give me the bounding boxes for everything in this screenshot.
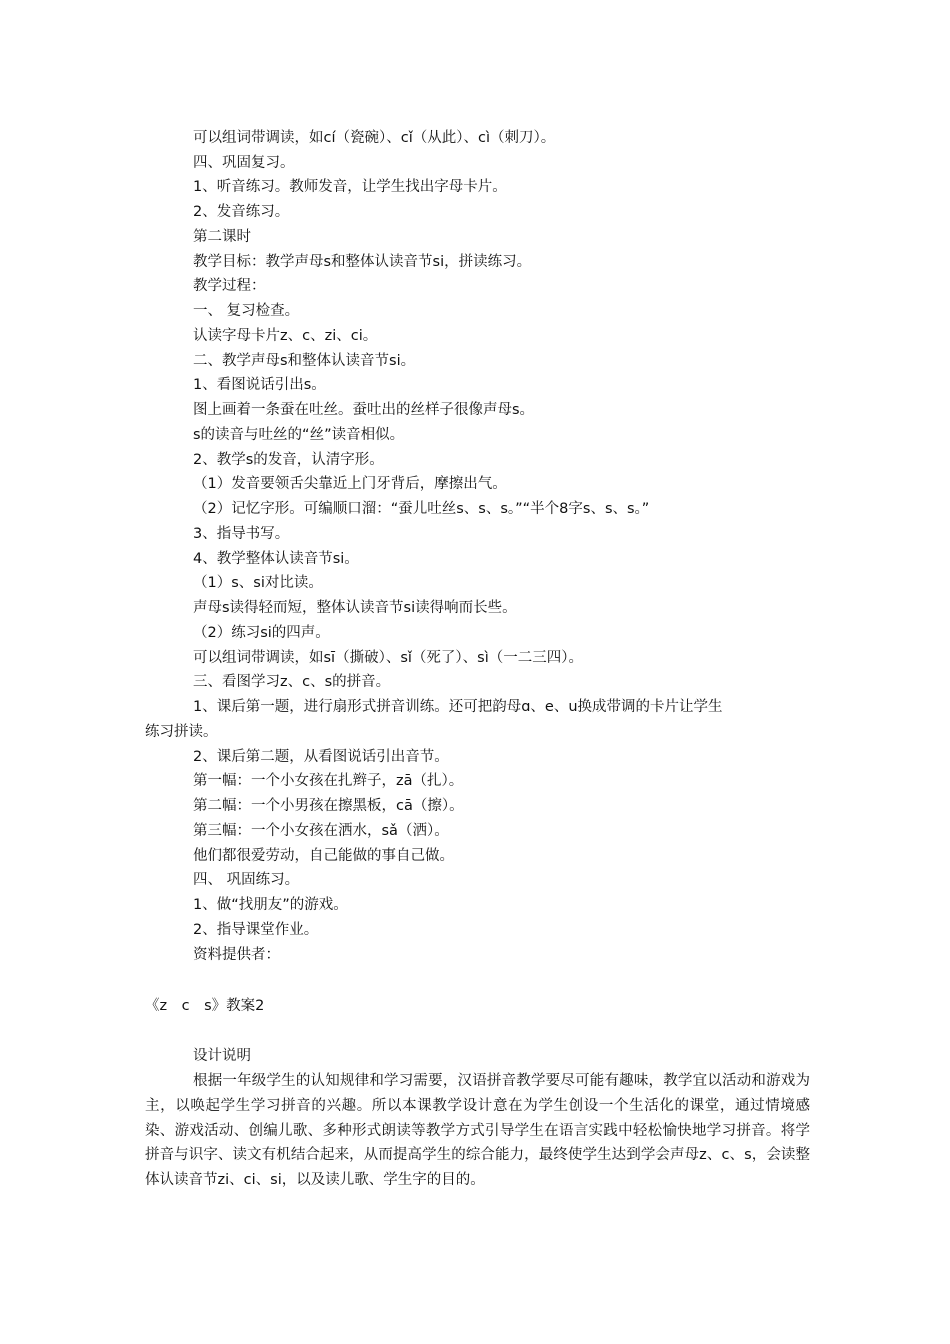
text-line: 资料提供者：: [193, 947, 280, 963]
text-line: 1、看图说话引出s。: [193, 377, 326, 393]
text-line: 2、指导课堂作业。: [193, 922, 319, 938]
text-line: 他们都很爱劳动，自己能做的事自己做。: [193, 848, 454, 864]
text-line: 四、巩固复习。: [193, 155, 295, 171]
text-line: 可以组词带调读，如cí（瓷碗）、cǐ（从此）、cì（刺刀）。: [193, 130, 556, 146]
text-line: 认读字母卡片z、c、zi、ci。: [193, 328, 378, 344]
text-line: 练习拼读。: [145, 724, 218, 740]
text-line: （2）记忆字形。可编顺口溜：“蚕儿吐丝s、s、s。”“半个8字s、s、s。”: [193, 501, 650, 517]
text-line: 声母s读得轻而短，整体认读音节si读得响而长些。: [193, 600, 517, 616]
text-line: 第二课时: [193, 229, 251, 245]
text-line: 二、教学声母s和整体认读音节si。: [193, 353, 416, 369]
text-line: （2）练习si的四声。: [193, 625, 330, 641]
text-line: （1）发音要领舌尖靠近上门牙背后，摩擦出气。: [193, 476, 507, 492]
text-line: 2、发音练习。: [193, 204, 290, 220]
text-line: 2、教学s的发音，认清字形。: [193, 452, 384, 468]
design-heading: 设计说明: [193, 1048, 251, 1064]
text-line: 一、 复习检查。: [193, 303, 300, 319]
text-line: s的读音与吐丝的“丝”读音相似。: [193, 427, 405, 443]
section-title: 《z c s》教案2: [145, 998, 265, 1014]
text-line: 2、课后第二题，从看图说话引出音节。: [193, 749, 449, 765]
text-line: 3、指导书写。: [193, 526, 290, 542]
text-line: 教学目标：教学声母s和整体认读音节si，拼读练习。: [193, 254, 532, 270]
text-line: 1、课后第一题，进行扇形式拼音训练。还可把韵母ɑ、e、u换成带调的卡片让学生: [193, 699, 723, 715]
design-paragraph: 根据一年级学生的认知规律和学习需要，汉语拼音教学要尽可能有趣味，教学宜以活动和游戏为主，以唤起学生学习拼音的兴趣。所以本课教学设计意在为学生创设一个生活化的课堂，通过情境感染、游戏活动、创编儿歌、多种形式朗读等教学方式引导学生在语言实践中轻松愉快地学习拼音。将学拼音与识字、读文有机结合起来，从而提高学生的综合能力，最终使学生达到学会声母z、c、s，会读整体认读音节zi、ci、si，以及读儿歌、学生字的目的。: [145, 1073, 810, 1189]
text-line: 图上画着一条蚕在吐丝。蚕吐出的丝样子很像声母s。: [193, 402, 535, 418]
text-line: （1）s、si对比读。: [193, 575, 323, 591]
text-line: 4、教学整体认读音节si。: [193, 551, 359, 567]
text-line: 第二幅：一个小男孩在擦黑板，cā（擦）。: [193, 798, 464, 814]
text-line: 四、 巩固练习。: [193, 872, 300, 888]
text-line: 第一幅：一个小女孩在扎辫子，zā（扎）。: [193, 773, 464, 789]
text-line: 可以组词带调读，如sī（撕破）、sǐ（死了）、sì（一二三四）。: [193, 650, 583, 666]
text-line: 教学过程：: [193, 278, 266, 294]
text-line: 1、做“找朋友”的游戏。: [193, 897, 348, 913]
text-line: 第三幅：一个小女孩在洒水，sǎ（洒）。: [193, 823, 449, 839]
text-line: 三、看图学习z、c、s的拼音。: [193, 674, 391, 690]
text-line: 1、听音练习。教师发音，让学生找出字母卡片。: [193, 179, 507, 195]
